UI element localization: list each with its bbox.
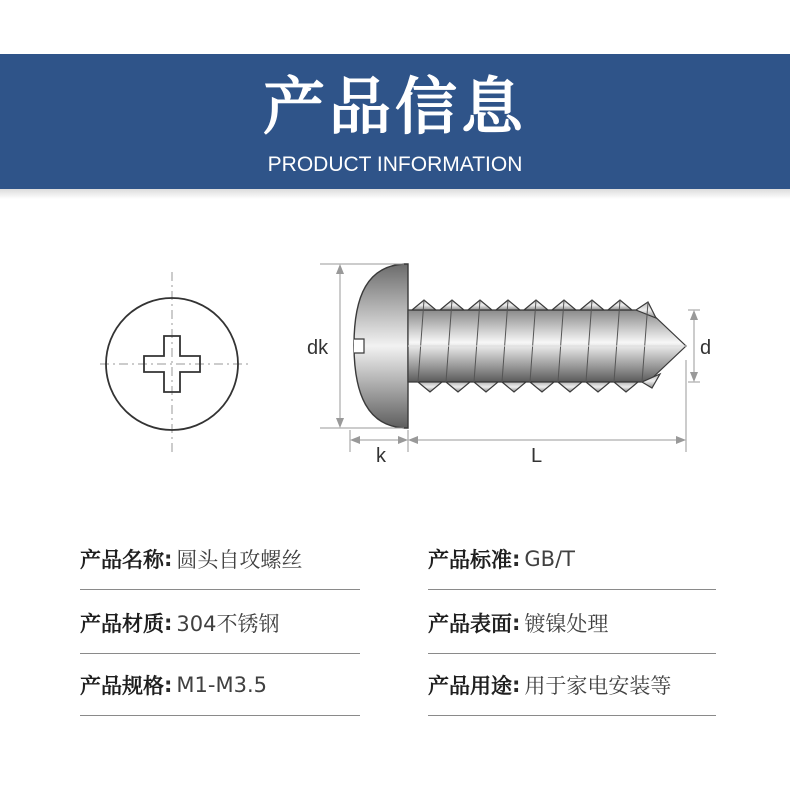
spec-label-name: 产品名称 [80,548,164,572]
spec-row-standard [428,529,716,590]
spec-row-usage [428,655,716,716]
dim-label-dk: dk [307,337,329,359]
spec-row-name [80,529,360,590]
spec-label-surface: 产品表面 [428,612,512,636]
spec-label-standard: 产品标准 [428,548,512,572]
spec-colon: : [164,673,173,697]
spec-colon: : [512,611,521,635]
spec-label-usage: 产品用途 [428,674,512,698]
head-slot [354,339,364,353]
dim-label-d: d [700,337,712,359]
spec-row-surface [428,593,716,654]
spec-colon: : [164,547,173,571]
spec-label-material: 产品材质 [80,612,164,636]
spec-value-usage: 用于家电安装等 [524,674,672,698]
dim-label-k: k [376,445,386,467]
spec-colon: : [164,611,173,635]
banner-subtitle: PRODUCT INFORMATION [267,153,523,176]
spec-value-standard: GB/T [524,547,575,571]
screw-side-view [354,264,686,428]
head-front-view [100,272,250,455]
dim-label-L: L [531,445,543,467]
spec-value-name: 圆头自攻螺丝 [176,548,303,572]
spec-value-material: 304不锈钢 [176,612,280,636]
spec-value-size: M1-M3.5 [176,673,267,697]
spec-row-material [80,593,360,654]
spec-row-size [80,655,360,716]
spec-label-size: 产品规格 [80,674,164,698]
banner-title: 产品信息 [262,70,527,143]
spec-colon: : [512,547,521,571]
spec-value-surface: 镀镍处理 [524,612,609,636]
spec-colon: : [512,673,521,697]
